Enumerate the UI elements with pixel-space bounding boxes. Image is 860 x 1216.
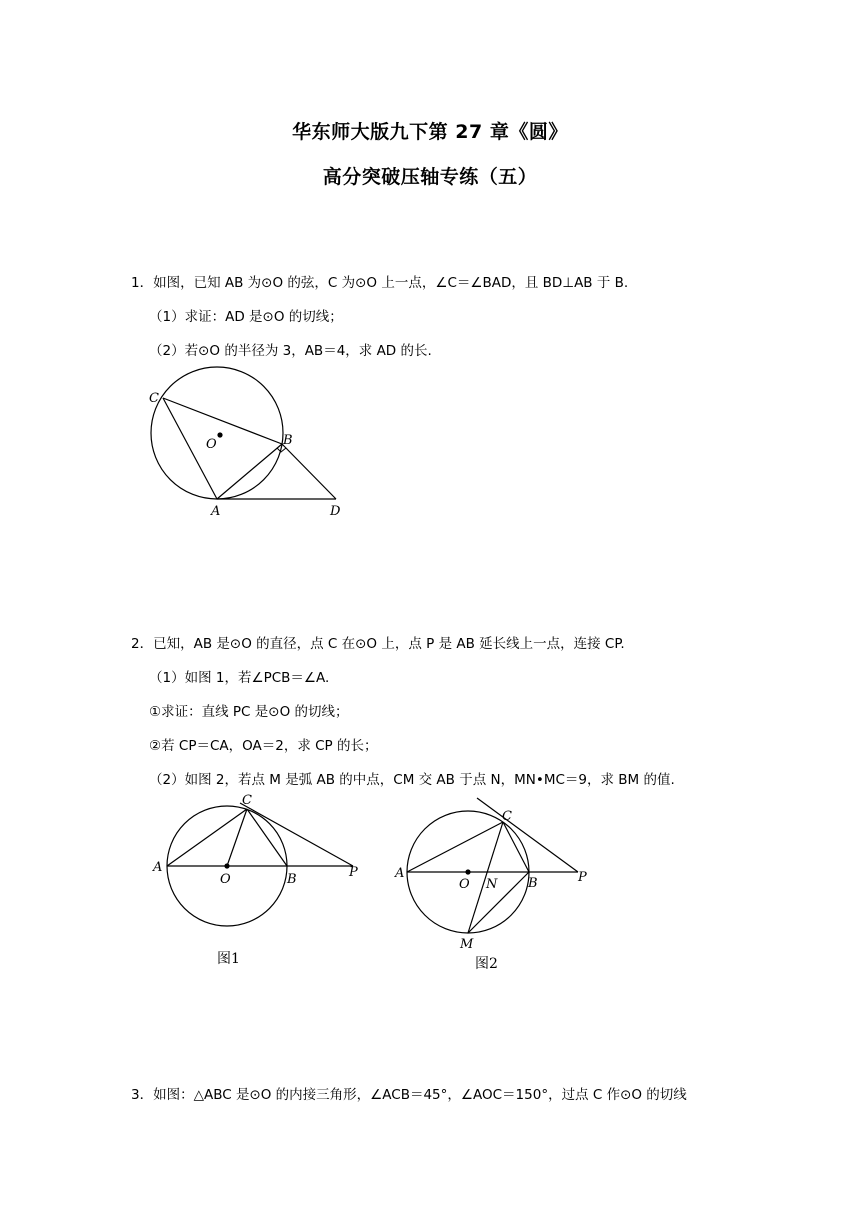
q2f2-segment-bc bbox=[503, 822, 529, 872]
q2-part1-a: ①求证：直线 PC 是⊙O 的切线； bbox=[149, 704, 349, 720]
q1-label-c: C bbox=[149, 391, 159, 406]
q1-segment-cb bbox=[163, 398, 282, 444]
q2f1-tangent-cp bbox=[240, 803, 353, 866]
q2-figure-1 bbox=[148, 790, 373, 970]
q1-label-o: O bbox=[206, 437, 217, 452]
q2-stem: 2．已知，AB 是⊙O 的直径，点 C 在⊙O 上，点 P 是 AB 延长线上一点，连接 CP. bbox=[131, 636, 625, 652]
q2f1-label-p: P bbox=[349, 865, 358, 880]
q1-part1: （1）求证：AD 是⊙O 的切线； bbox=[149, 309, 343, 325]
q2f2-label-o: O bbox=[459, 877, 470, 892]
q2f2-label-p: P bbox=[578, 870, 587, 885]
q2f2-label-a: A bbox=[395, 866, 405, 881]
q2f1-caption: 图1 bbox=[217, 951, 240, 967]
q1-center-dot bbox=[217, 432, 222, 437]
q2f2-label-m: M bbox=[460, 937, 474, 952]
q2f1-label-c: C bbox=[242, 793, 252, 808]
q1-label-b: B bbox=[283, 433, 293, 448]
q2-part2: （2）如图 2，若点 M 是弧 AB 的中点，CM 交 AB 于点 N，MN•MC＝9，求 BM 的值. bbox=[149, 772, 675, 788]
q2f2-caption: 图2 bbox=[475, 956, 498, 972]
q1-circle bbox=[151, 367, 283, 499]
q1-figure bbox=[140, 360, 370, 525]
q2f1-segment-oc bbox=[227, 809, 247, 866]
q1-segment-bd bbox=[282, 444, 336, 499]
q2f2-label-b: B bbox=[528, 876, 538, 891]
q2-part1: （1）如图 1，若∠PCB＝∠A. bbox=[149, 670, 330, 686]
document-subtitle: 高分突破压轴专练（五） bbox=[322, 166, 538, 188]
q2f1-label-o: O bbox=[220, 872, 231, 887]
q2-part1-b: ②若 CP＝CA，OA＝2，求 CP 的长； bbox=[149, 738, 378, 754]
q1-stem: 1．如图，已知 AB 为⊙O 的弦，C 为⊙O 上一点，∠C＝∠BAD，且 BD⊥AB 于 B. bbox=[131, 275, 629, 291]
q1-label-a: A bbox=[211, 504, 221, 519]
q2f2-label-c: C bbox=[502, 809, 512, 824]
q1-part2: （2）若⊙O 的半径为 3，AB＝4，求 AD 的长. bbox=[149, 343, 432, 359]
q2f1-segment-ac bbox=[167, 809, 247, 866]
q3-stem: 3．如图：△ABC 是⊙O 的内接三角形，∠ACB＝45°，∠AOC＝150°，过点 C 作⊙O 的切线 bbox=[131, 1087, 687, 1103]
q2f2-center-dot bbox=[465, 869, 470, 874]
q2f2-label-n: N bbox=[486, 877, 498, 892]
q2-figure-2 bbox=[395, 798, 605, 973]
q2f2-segment-ac bbox=[407, 822, 503, 872]
document-title: 华东师大版九下第 27 章《圆》 bbox=[292, 121, 568, 143]
q1-label-d: D bbox=[330, 504, 341, 519]
q2f1-label-b: B bbox=[287, 872, 297, 887]
q2f1-label-a: A bbox=[153, 860, 163, 875]
q2f1-center-dot bbox=[224, 863, 229, 868]
